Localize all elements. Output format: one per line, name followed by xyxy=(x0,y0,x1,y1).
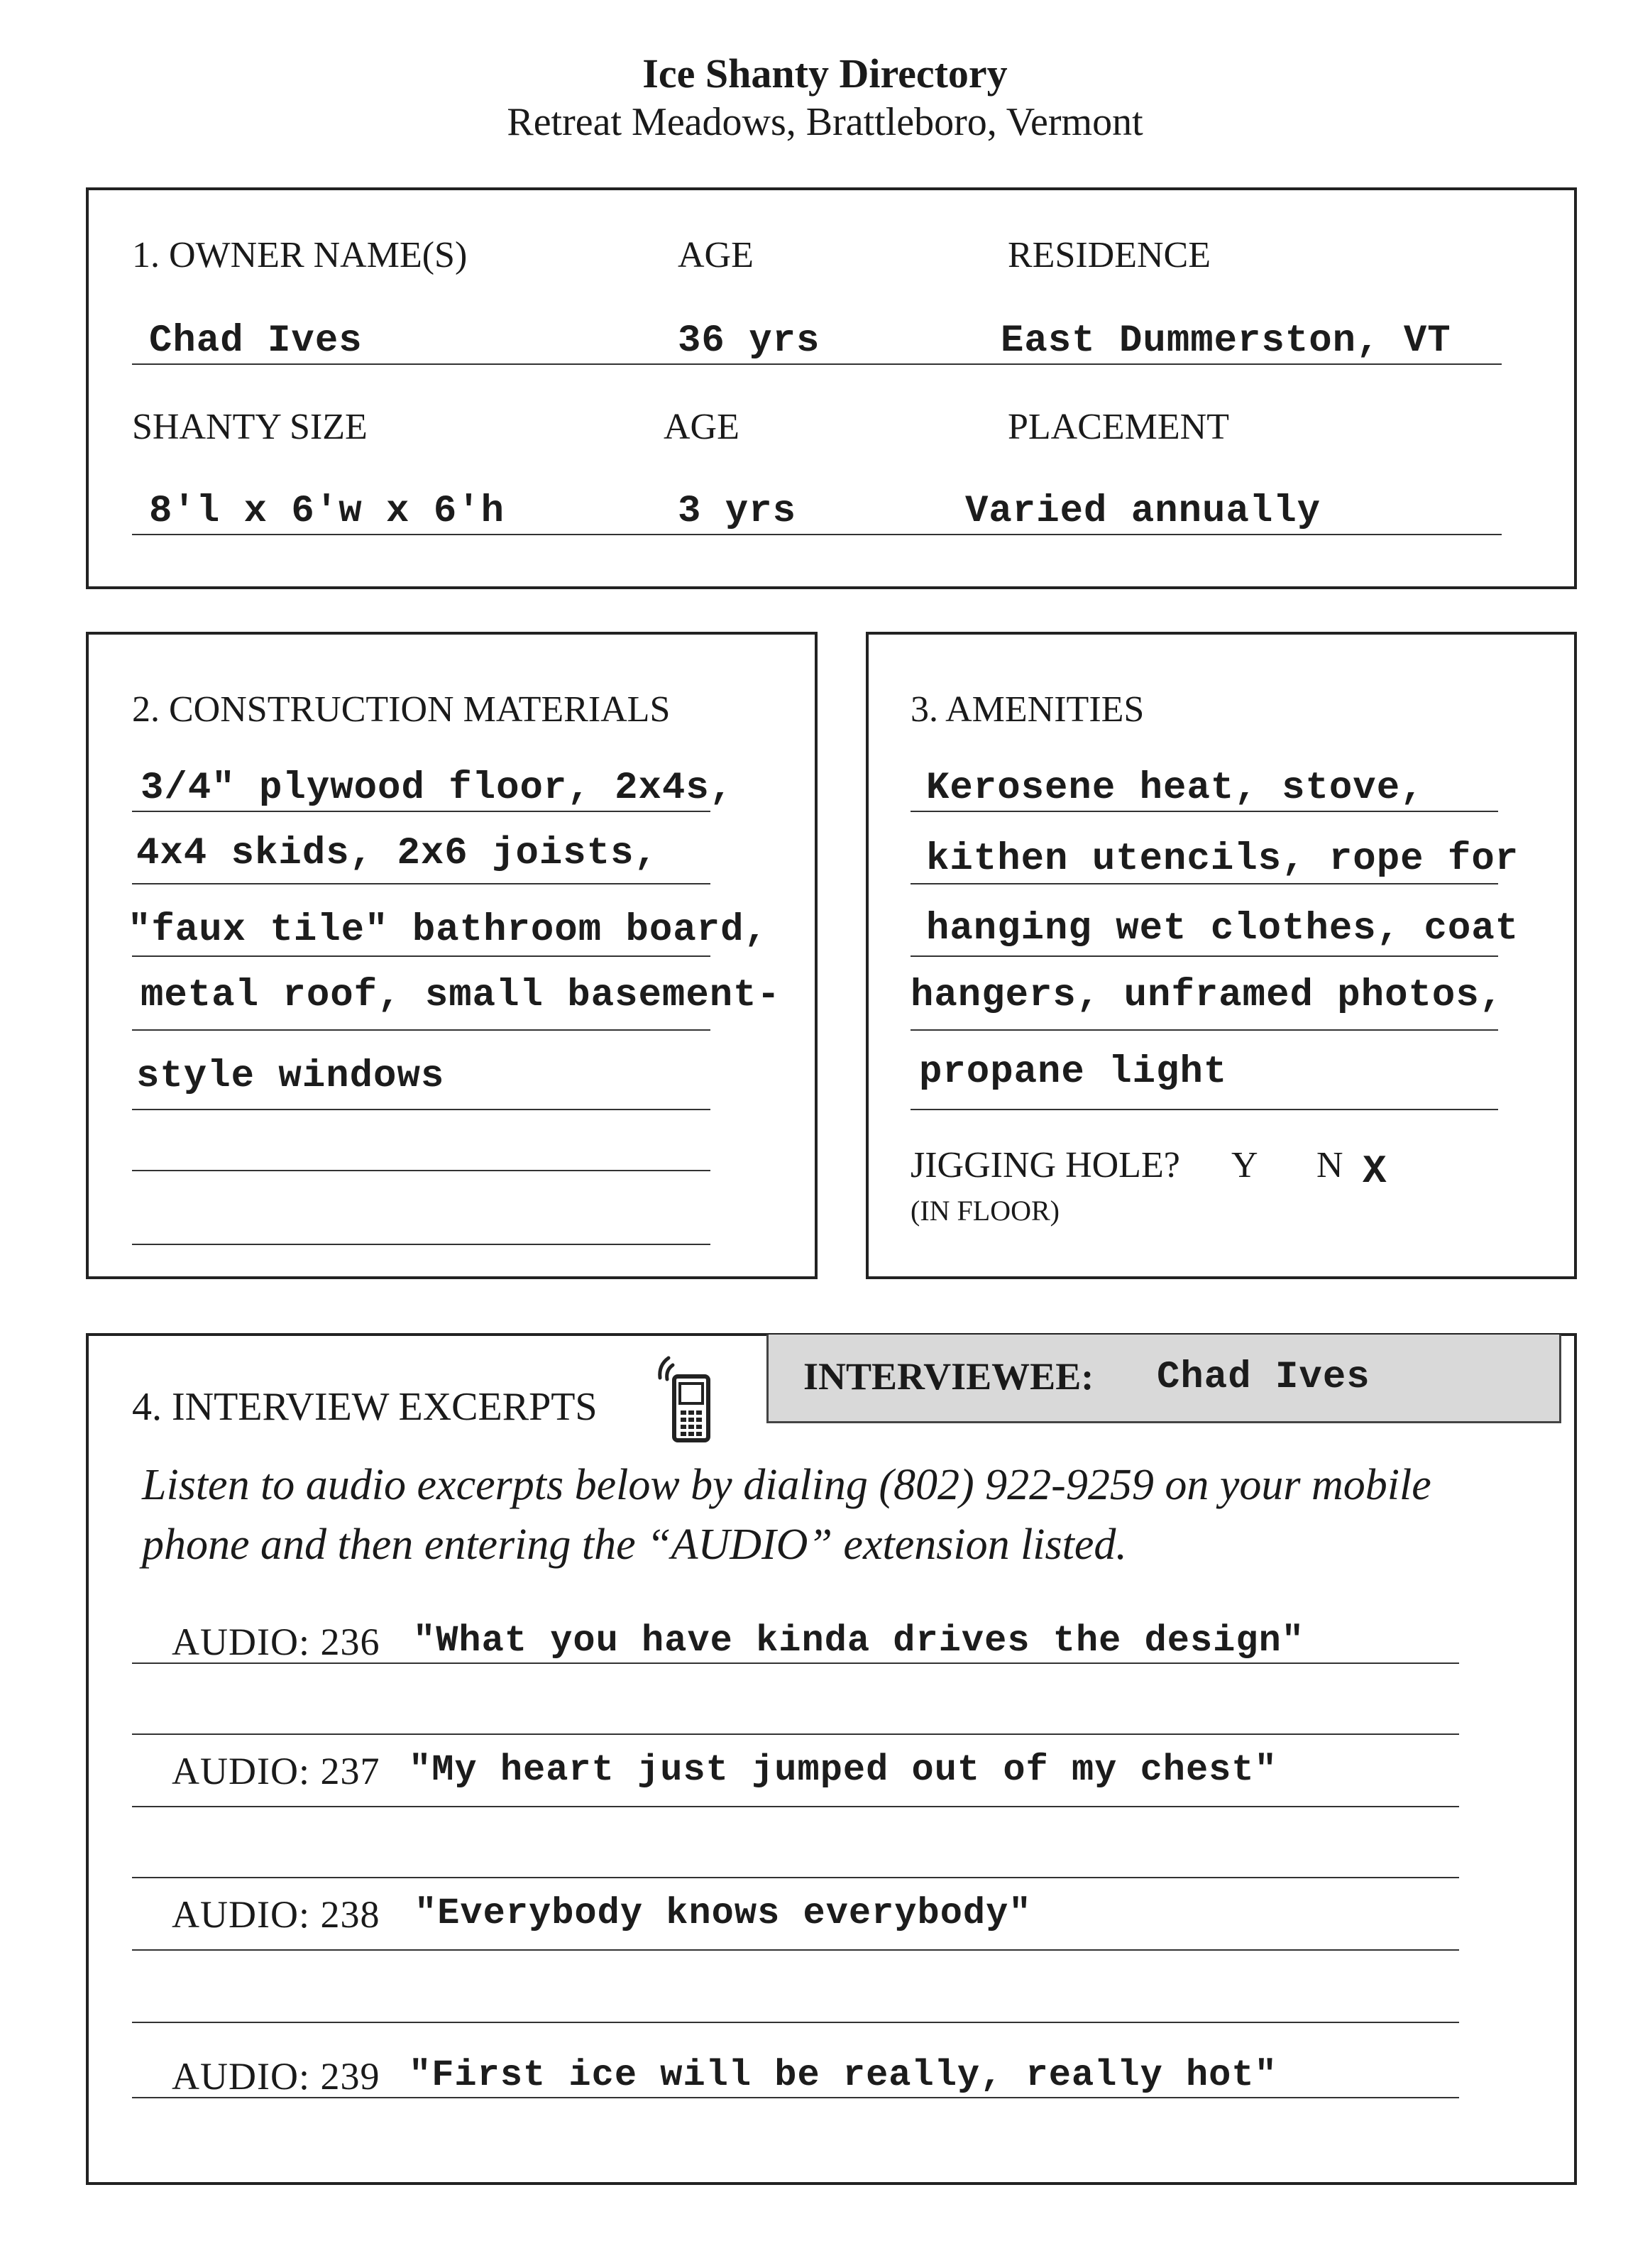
amenities-line-3: hanging wet clothes, coat xyxy=(926,907,1519,951)
audio-code-237: AUDIO: 237 xyxy=(172,1750,380,1792)
construction-line-2: 4x4 skids, 2x6 joists, xyxy=(136,832,658,875)
construction-rule-2 xyxy=(132,883,710,884)
audio-code-236: AUDIO: 236 xyxy=(172,1621,380,1663)
amenities-line-1: Kerosene heat, stove, xyxy=(926,767,1424,810)
construction-line-4: metal roof, small basement- xyxy=(141,974,781,1017)
jigging-no-label: N xyxy=(1316,1145,1343,1185)
construction-line-5: style windows xyxy=(136,1055,445,1098)
owner-age-label: AGE xyxy=(678,235,754,275)
owner-name-label: 1. OWNER NAME(S) xyxy=(132,235,468,275)
residence-label: RESIDENCE xyxy=(1008,235,1211,275)
amenities-label: 3. AMENITIES xyxy=(911,689,1145,730)
audio-quote-236: "What you have kinda drives the design" xyxy=(413,1620,1304,1662)
audio-rule-239 xyxy=(132,2097,1459,2098)
construction-rule-1 xyxy=(132,811,710,812)
construction-rule-6 xyxy=(132,1170,710,1171)
amenities-rule-5 xyxy=(911,1109,1498,1110)
shanty-line xyxy=(132,534,1502,535)
audio-rule-blank-2 xyxy=(132,1877,1459,1878)
audio-quote-238: "Everybody knows everybody" xyxy=(414,1892,1032,1934)
amenities-rule-3 xyxy=(911,955,1498,957)
interviewee-value: Chad Ives xyxy=(1157,1356,1370,1399)
amenities-line-2: kithen utencils, rope for xyxy=(926,838,1519,881)
page-title: Ice Shanty Directory xyxy=(642,50,1008,97)
audio-rule-blank-1 xyxy=(132,1733,1459,1735)
shanty-size-label: SHANTY SIZE xyxy=(132,407,368,447)
construction-line-3: "faux tile" bathroom board, xyxy=(128,909,768,952)
shanty-age-label: AGE xyxy=(664,407,739,447)
placement-label: PLACEMENT xyxy=(1008,407,1229,447)
audio-rule-blank-3 xyxy=(132,2022,1459,2023)
jigging-yes-label: Y xyxy=(1231,1145,1258,1185)
mobile-phone-icon xyxy=(646,1352,717,1445)
construction-rule-7 xyxy=(132,1244,710,1245)
shanty-age-value: 3 yrs xyxy=(678,490,797,533)
audio-code-238: AUDIO: 238 xyxy=(172,1893,380,1936)
page-subtitle: Retreat Meadows, Brattleboro, Vermont xyxy=(507,100,1143,144)
construction-label: 2. CONSTRUCTION MATERIALS xyxy=(132,689,671,730)
owner-name-value: Chad Ives xyxy=(149,319,363,363)
construction-rule-3 xyxy=(132,955,710,957)
amenities-line-5: propane light xyxy=(919,1051,1228,1094)
amenities-rule-1 xyxy=(911,811,1498,812)
audio-code-239: AUDIO: 239 xyxy=(172,2055,380,2098)
jigging-mark: X xyxy=(1363,1149,1387,1194)
interview-label: 4. INTERVIEW EXCERPTS xyxy=(132,1385,598,1429)
amenities-rule-2 xyxy=(911,883,1498,884)
residence-value: East Dummerston, VT xyxy=(1001,319,1451,363)
amenities-line-4: hangers, unframed photos, xyxy=(911,974,1504,1017)
placement-value: Varied annually xyxy=(965,490,1321,533)
jigging-note: (IN FLOOR) xyxy=(911,1195,1060,1227)
shanty-size-value: 8'l x 6'w x 6'h xyxy=(149,490,505,533)
amenities-rule-4 xyxy=(911,1029,1498,1031)
interviewee-label: INTERVIEWEE: xyxy=(803,1355,1094,1398)
audio-rule-237 xyxy=(132,1806,1459,1807)
construction-rule-5 xyxy=(132,1109,710,1110)
interview-instructions: Listen to audio excerpts below by dialing (802) 922-9259 on your mobile phone and then entering the “AUDIO” extension listed. xyxy=(142,1461,1431,1569)
construction-rule-4 xyxy=(132,1029,710,1031)
owner-age-value: 36 yrs xyxy=(678,319,820,363)
audio-quote-239: "First ice will be really, really hot" xyxy=(409,2054,1277,2096)
audio-rule-238 xyxy=(132,1949,1459,1951)
audio-rule-236 xyxy=(132,1662,1459,1664)
jigging-hole-label: JIGGING HOLE? xyxy=(911,1145,1180,1185)
audio-quote-237: "My heart just jumped out of my chest" xyxy=(409,1749,1277,1791)
construction-line-1: 3/4" plywood floor, 2x4s, xyxy=(141,767,734,810)
owner-line xyxy=(132,363,1502,365)
